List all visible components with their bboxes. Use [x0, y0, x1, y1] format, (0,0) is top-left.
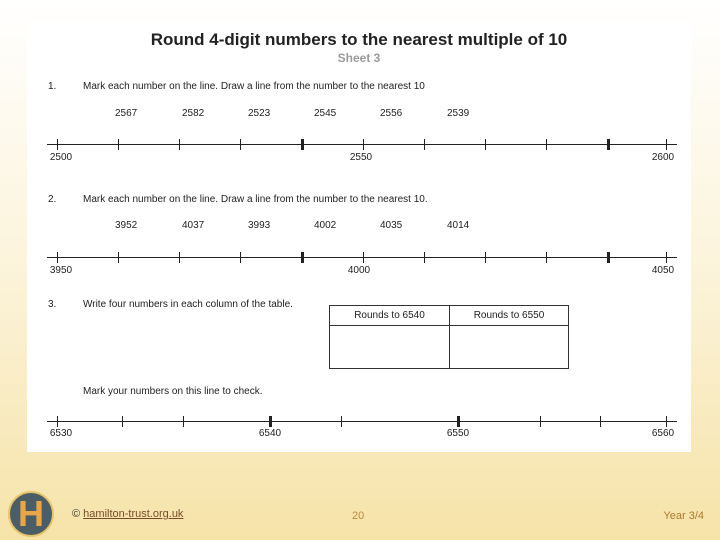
q2-scale-mid: 4000 [347, 265, 371, 276]
q1-number-6: 2539 [447, 108, 470, 119]
q3-scale-3: 6550 [446, 428, 470, 439]
q2-number-5: 4035 [380, 220, 403, 231]
page-number: 20 [352, 510, 365, 522]
year-group: Year 3/4 [663, 510, 704, 522]
question-3-number: 3. [48, 299, 57, 310]
copyright [72, 508, 183, 520]
q1-scale-mid: 2550 [349, 152, 373, 163]
q1-number-2: 2582 [182, 108, 205, 119]
q1-number-4: 2545 [314, 108, 337, 119]
q1-scale-start: 2500 [49, 152, 73, 163]
table-header-6540: Rounds to 6540 [330, 306, 449, 326]
q2-scale-start: 3950 [49, 265, 73, 276]
website-link[interactable]: hamilton-trust.org.uk [83, 508, 184, 520]
question-1-number: 1. [48, 81, 57, 92]
copyright-symbol: © [72, 508, 81, 520]
check-instruction: Mark your numbers on this line to check. [83, 386, 263, 397]
question-2-number: 2. [48, 194, 57, 205]
q1-number-1: 2567 [115, 108, 138, 119]
worksheet-title: Round 4-digit numbers to the nearest multiple of 10 [150, 30, 568, 49]
q2-number-4: 4002 [314, 220, 337, 231]
worksheet [27, 22, 691, 452]
q2-scale-end: 4050 [651, 265, 675, 276]
q3-scale-4: 6560 [651, 428, 675, 439]
table-header-6550: Rounds to 6550 [450, 306, 568, 326]
question-3-instruction: Write four numbers in each column of the table. [83, 299, 293, 310]
question-1-instruction: Mark each number on the line. Draw a line from the number to the nearest 10 [83, 81, 425, 92]
footer [0, 490, 720, 540]
q2-number-6: 4014 [447, 220, 470, 231]
q1-scale-end: 2600 [651, 152, 675, 163]
q2-number-1: 3952 [115, 220, 138, 231]
q2-number-3: 3993 [248, 220, 271, 231]
question-2-instruction: Mark each number on the line. Draw a line from the number to the nearest 10. [83, 194, 428, 205]
q1-number-5: 2556 [380, 108, 403, 119]
hamilton-logo-icon [8, 491, 54, 537]
q3-scale-2: 6540 [258, 428, 282, 439]
q2-number-2: 4037 [182, 220, 205, 231]
worksheet-subtitle: Sheet 3 [337, 51, 381, 65]
logo-letter: H [18, 493, 44, 534]
q3-scale-1: 6530 [49, 428, 73, 439]
rounding-table [329, 305, 569, 369]
q1-number-3: 2523 [248, 108, 271, 119]
